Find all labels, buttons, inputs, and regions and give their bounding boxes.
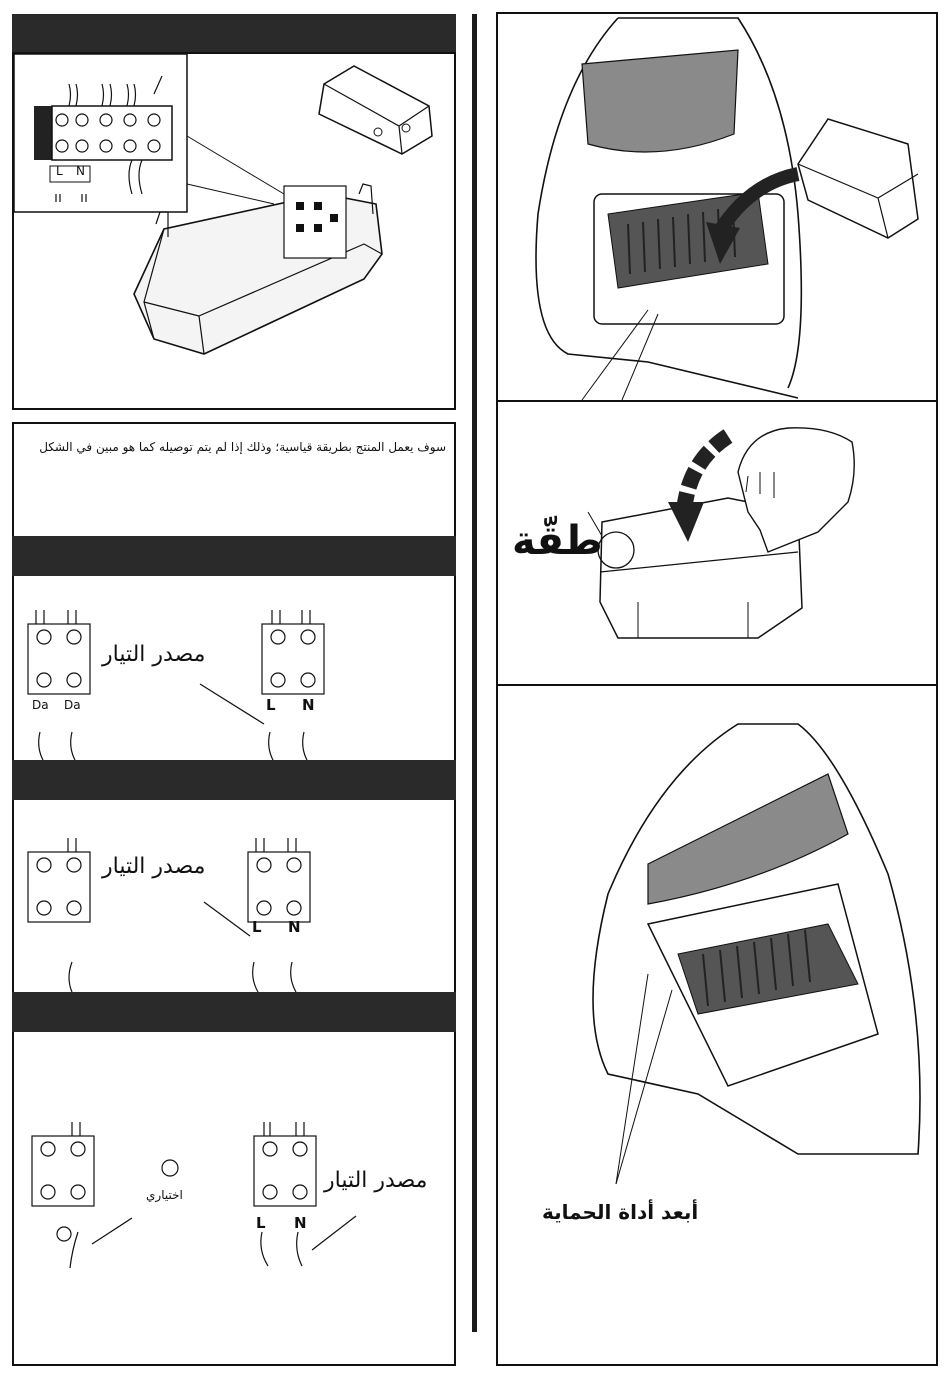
diagram-3-N: N <box>294 1214 307 1232</box>
panel-right-steps <box>496 12 938 1366</box>
intro-text: سوف يعمل المنتج بطريقة قياسية؛ وذلك إذا لم يتم توصيله كما هو مبين في الشكل <box>39 440 446 454</box>
diagram-2-L: L <box>252 918 262 936</box>
step-3-remove-protection: أبعد أداة الحماية <box>542 1200 699 1224</box>
diagram-2-N: N <box>288 918 301 936</box>
step-1-illustration <box>498 14 940 400</box>
diagram-2-power-source: مصدر التيار <box>102 854 206 879</box>
diagram-1-N: N <box>302 696 315 714</box>
diagram-3-power-source: مصدر التيار <box>324 1168 428 1193</box>
section-header-bar-4 <box>12 992 456 1032</box>
diagram-3-L: L <box>256 1214 266 1232</box>
panel-terminal-block <box>12 52 456 410</box>
step-3-illustration <box>498 714 940 1194</box>
diagram-1-power-source: مصدر التيار <box>102 642 206 667</box>
section-header-bar-3 <box>12 760 456 800</box>
section-header-bar-1 <box>12 14 456 54</box>
inset-terminal-L: L <box>56 164 63 178</box>
diagram-2-terminals <box>14 802 458 1002</box>
step-2-click-label: طقّة <box>512 518 603 564</box>
section-header-bar-2 <box>12 536 456 576</box>
diagram-1-da-left: Da <box>32 698 49 712</box>
inset-terminal-N: N <box>76 164 85 178</box>
diagram-3-optional: اختياري <box>146 1188 183 1202</box>
terminal-block-illustration <box>14 54 458 412</box>
diagram-1-da-right: Da <box>64 698 81 712</box>
column-divider <box>472 14 477 1332</box>
diagram-1-L: L <box>266 696 276 714</box>
